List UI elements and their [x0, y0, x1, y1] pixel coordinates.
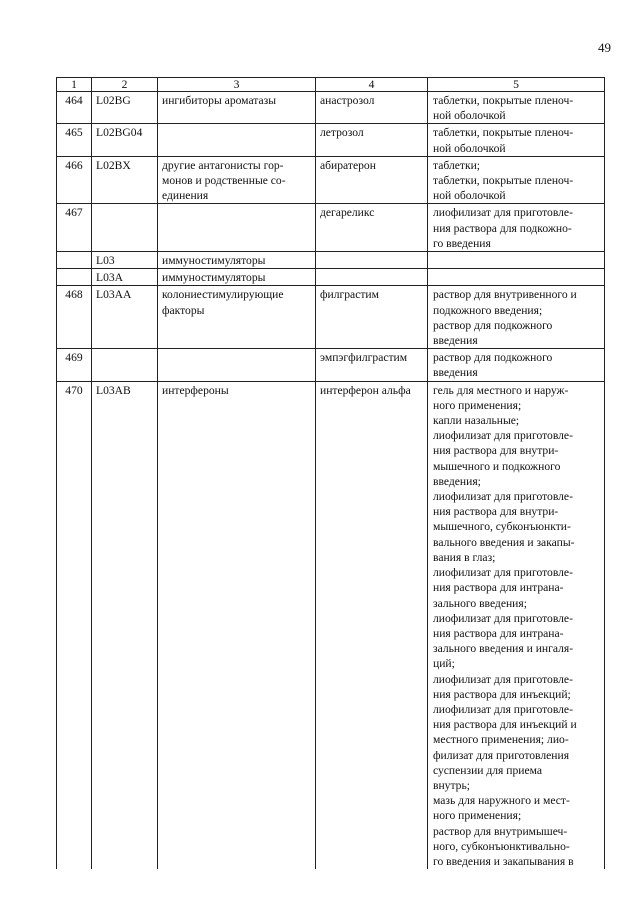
- table-row: [57, 204, 605, 252]
- group-name-cell: [158, 124, 316, 156]
- drug-name-cell: дегареликс: [316, 204, 428, 252]
- dosage-forms-cell: раствор для подкожного введения: [428, 349, 605, 381]
- row-number-cell: 466: [57, 156, 92, 204]
- drug-name-cell: филграстим: [316, 286, 428, 349]
- drug-name-cell: летрозол: [316, 124, 428, 156]
- table-row: [57, 124, 605, 156]
- header-col-5: 5: [428, 78, 605, 92]
- group-name-cell: колониестимулирующие факторы: [158, 286, 316, 349]
- drug-table: [56, 77, 605, 869]
- row-number-cell: 467: [57, 204, 92, 252]
- row-number-cell: 465: [57, 124, 92, 156]
- header-col-4: 4: [316, 78, 428, 92]
- dosage-forms-cell: таблетки; таблетки, покрытые пленоч- ной оболочкой: [428, 156, 605, 204]
- table-row: [57, 381, 605, 869]
- group-name-cell: иммуностимуляторы: [158, 269, 316, 286]
- dosage-forms-cell: [428, 252, 605, 269]
- table-row: [57, 286, 605, 349]
- dosage-forms-cell: таблетки, покрытые пленоч- ной оболочкой: [428, 124, 605, 156]
- table-row: [57, 156, 605, 204]
- table-row: [57, 349, 605, 381]
- dosage-forms-cell: гель для местного и наруж- ного применения; капли назальные; лиофилизат для приготовле- ния раствора для внутри- мышечного и подкожного введения; лиофилизат для приготовле- ния раствора для внутри- мышечного, субконъюнкти- вального введения и закапы- вания в глаз; лиофилизат для приготовле- ния раствора для интрана- зального введения; лиофилизат для приготовле- ния раствора для интрана- зального введения и ингаля- ций; лиофилизат для приготовле- ния раствора для инъекций; лиофилизат для приготовле- ния раствора для инъекций и местного применения; лио- филизат для приготовления суспензии для приема внутрь; мазь для наружного и мест- ного применения; раствор для внутримышеч- ного, субконъюнктивально- го введения и закапывания в: [428, 381, 605, 869]
- atc-code-cell: L03A: [92, 269, 158, 286]
- drug-name-cell: [316, 252, 428, 269]
- group-name-cell: ингибиторы ароматазы: [158, 92, 316, 124]
- atc-code-cell: L02BG04: [92, 124, 158, 156]
- table-row: [57, 252, 605, 269]
- table-row: [57, 269, 605, 286]
- page-number: 49: [598, 40, 611, 55]
- drug-name-cell: абиратерон: [316, 156, 428, 204]
- atc-code-cell: L02BX: [92, 156, 158, 204]
- drug-name-cell: [316, 269, 428, 286]
- dosage-forms-cell: раствор для внутривенного и подкожного введения; раствор для подкожного введения: [428, 286, 605, 349]
- header-col-3: 3: [158, 78, 316, 92]
- drug-name-cell: анастрозол: [316, 92, 428, 124]
- group-name-cell: [158, 204, 316, 252]
- dosage-forms-cell: [428, 269, 605, 286]
- row-number-cell: [57, 252, 92, 269]
- table-row: [57, 92, 605, 124]
- row-number-cell: [57, 269, 92, 286]
- atc-code-cell: L02BG: [92, 92, 158, 124]
- drug-name-cell: эмпэгфилграстим: [316, 349, 428, 381]
- atc-code-cell: L03: [92, 252, 158, 269]
- row-number-cell: 469: [57, 349, 92, 381]
- group-name-cell: [158, 349, 316, 381]
- group-name-cell: иммуностимуляторы: [158, 252, 316, 269]
- drug-name-cell: интерферон альфа: [316, 381, 428, 869]
- atc-code-cell: [92, 204, 158, 252]
- group-name-cell: интерфероны: [158, 381, 316, 869]
- atc-code-cell: L03AB: [92, 381, 158, 869]
- header-col-2: 2: [92, 78, 158, 92]
- dosage-forms-cell: лиофилизат для приготовле- ния раствора для подкожно- го введения: [428, 204, 605, 252]
- header-col-1: 1: [57, 78, 92, 92]
- table-header-row: [57, 78, 605, 92]
- row-number-cell: 470: [57, 381, 92, 869]
- dosage-forms-cell: таблетки, покрытые пленоч- ной оболочкой: [428, 92, 605, 124]
- atc-code-cell: [92, 349, 158, 381]
- atc-code-cell: L03AA: [92, 286, 158, 349]
- row-number-cell: 468: [57, 286, 92, 349]
- group-name-cell: другие антагонисты гор- монов и родственные со- единения: [158, 156, 316, 204]
- row-number-cell: 464: [57, 92, 92, 124]
